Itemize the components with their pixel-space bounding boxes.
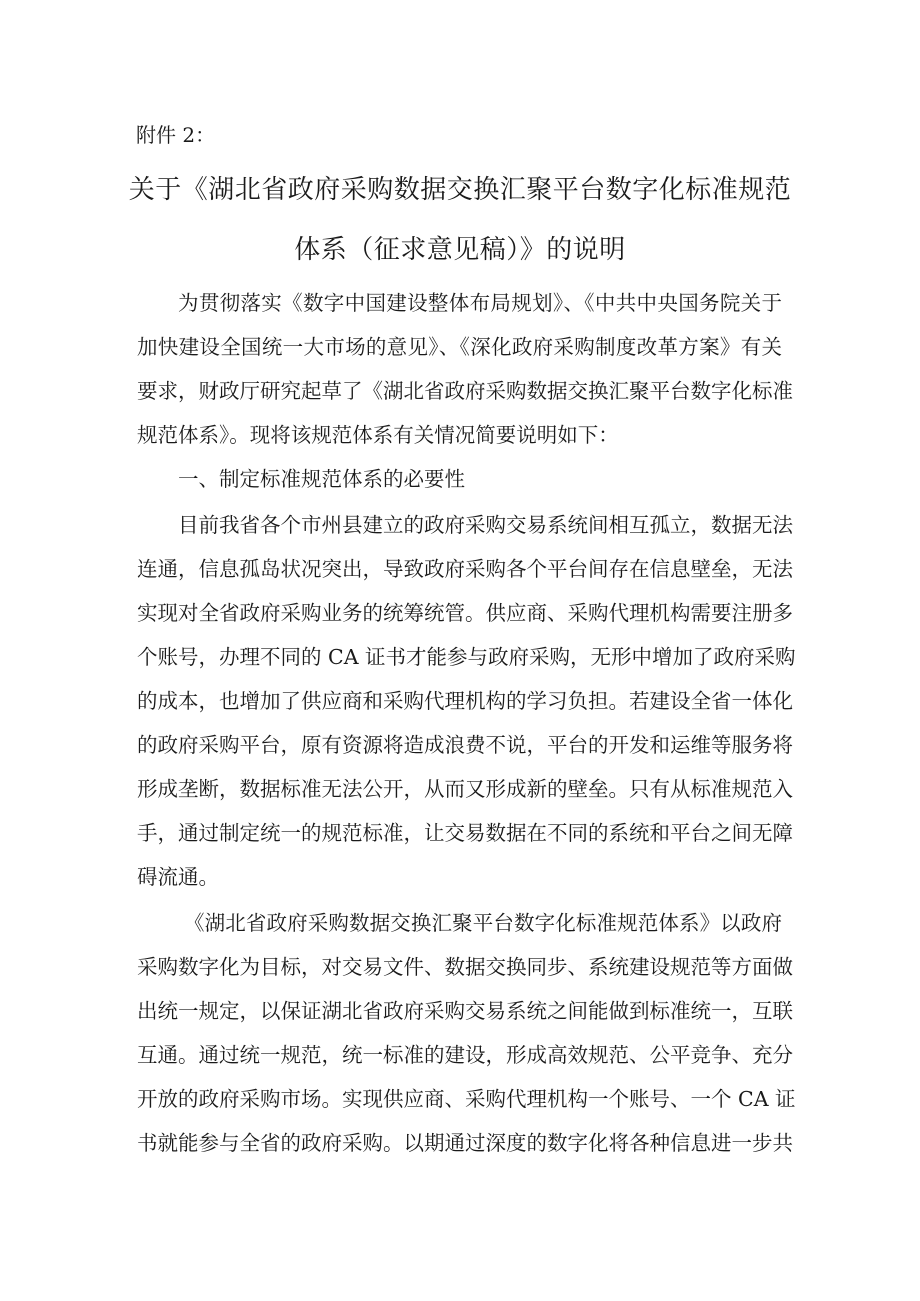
paragraph-system-line: 《湖北省政府采购数据交换汇聚平台数字化标准规范体系》以政府 — [184, 911, 782, 935]
paragraph-necessity-line: 目前我省各个市州县建立的政府采购交易系统间相互孤立，数据无法 — [178, 513, 793, 537]
paragraph-system-line: 开放的政府采购市场。实现供应商、采购代理机构一个账号、一个 CA 证 — [137, 1087, 796, 1111]
paragraph-necessity-line: 手，通过制定统一的规范标准，让交易数据在不同的系统和平台之间无障 — [137, 821, 793, 845]
paragraph-necessity-line: 碍流通。 — [137, 865, 219, 889]
paragraph-intro-line: 加快建设全国统一大市场的意见》、《深化政府采购制度改革方案》有关 — [137, 335, 782, 359]
paragraph-necessity-line: 的政府采购平台，原有资源将造成浪费不说，平台的开发和运维等服务将 — [137, 733, 793, 757]
paragraph-necessity-line: 形成垄断，数据标准无法公开，从而又形成新的壁垒。只有从标准规范入 — [137, 777, 793, 801]
paragraph-necessity-line: 实现对全省政府采购业务的统筹统管。供应商、采购代理机构需要注册多 — [137, 601, 793, 625]
paragraph-system-line: 互通。通过统一规范，统一标准的建设，形成高效规范、公平竞争、充分 — [137, 1043, 793, 1067]
paragraph-intro-line: 要求，财政厅研究起草了《湖北省政府采购数据交换汇聚平台数字化标准 — [137, 379, 793, 403]
paragraph-necessity-line: 连通，信息孤岛状况突出，导致政府采购各个平台间存在信息壁垒，无法 — [137, 557, 793, 581]
paragraph-system-line: 书就能参与全省的政府采购。以期通过深度的数字化将各种信息进一步共 — [137, 1131, 793, 1155]
attachment-label: 附件 2： — [136, 123, 216, 147]
paragraph-intro-line: 规范体系》。现将该规范体系有关情况简要说明如下： — [137, 423, 619, 447]
section-heading: 一、制定标准规范体系的必要性 — [178, 467, 465, 491]
document-title-line-1: 关于《湖北省政府采购数据交换汇聚平台数字化标准规范 — [128, 175, 792, 205]
paragraph-necessity-line: 的成本，也增加了供应商和采购代理机构的学习负担。若建设全省一体化 — [137, 689, 793, 713]
paragraph-system-line: 出统一规定，以保证湖北省政府采购交易系统之间能做到标准统一，互联 — [137, 999, 793, 1023]
document-title-line-2: 体系（征求意见稿）》的说明 — [294, 235, 626, 265]
paragraph-system-line: 采购数字化为目标，对交易文件、数据交换同步、系统建设规范等方面做 — [137, 955, 793, 979]
paragraph-necessity-line: 个账号，办理不同的 CA 证书才能参与政府采购，无形中增加了政府采购 — [137, 645, 796, 669]
paragraph-intro-line: 为贯彻落实《数字中国建设整体布局规划》、《中共中央国务院关于 — [178, 291, 782, 315]
